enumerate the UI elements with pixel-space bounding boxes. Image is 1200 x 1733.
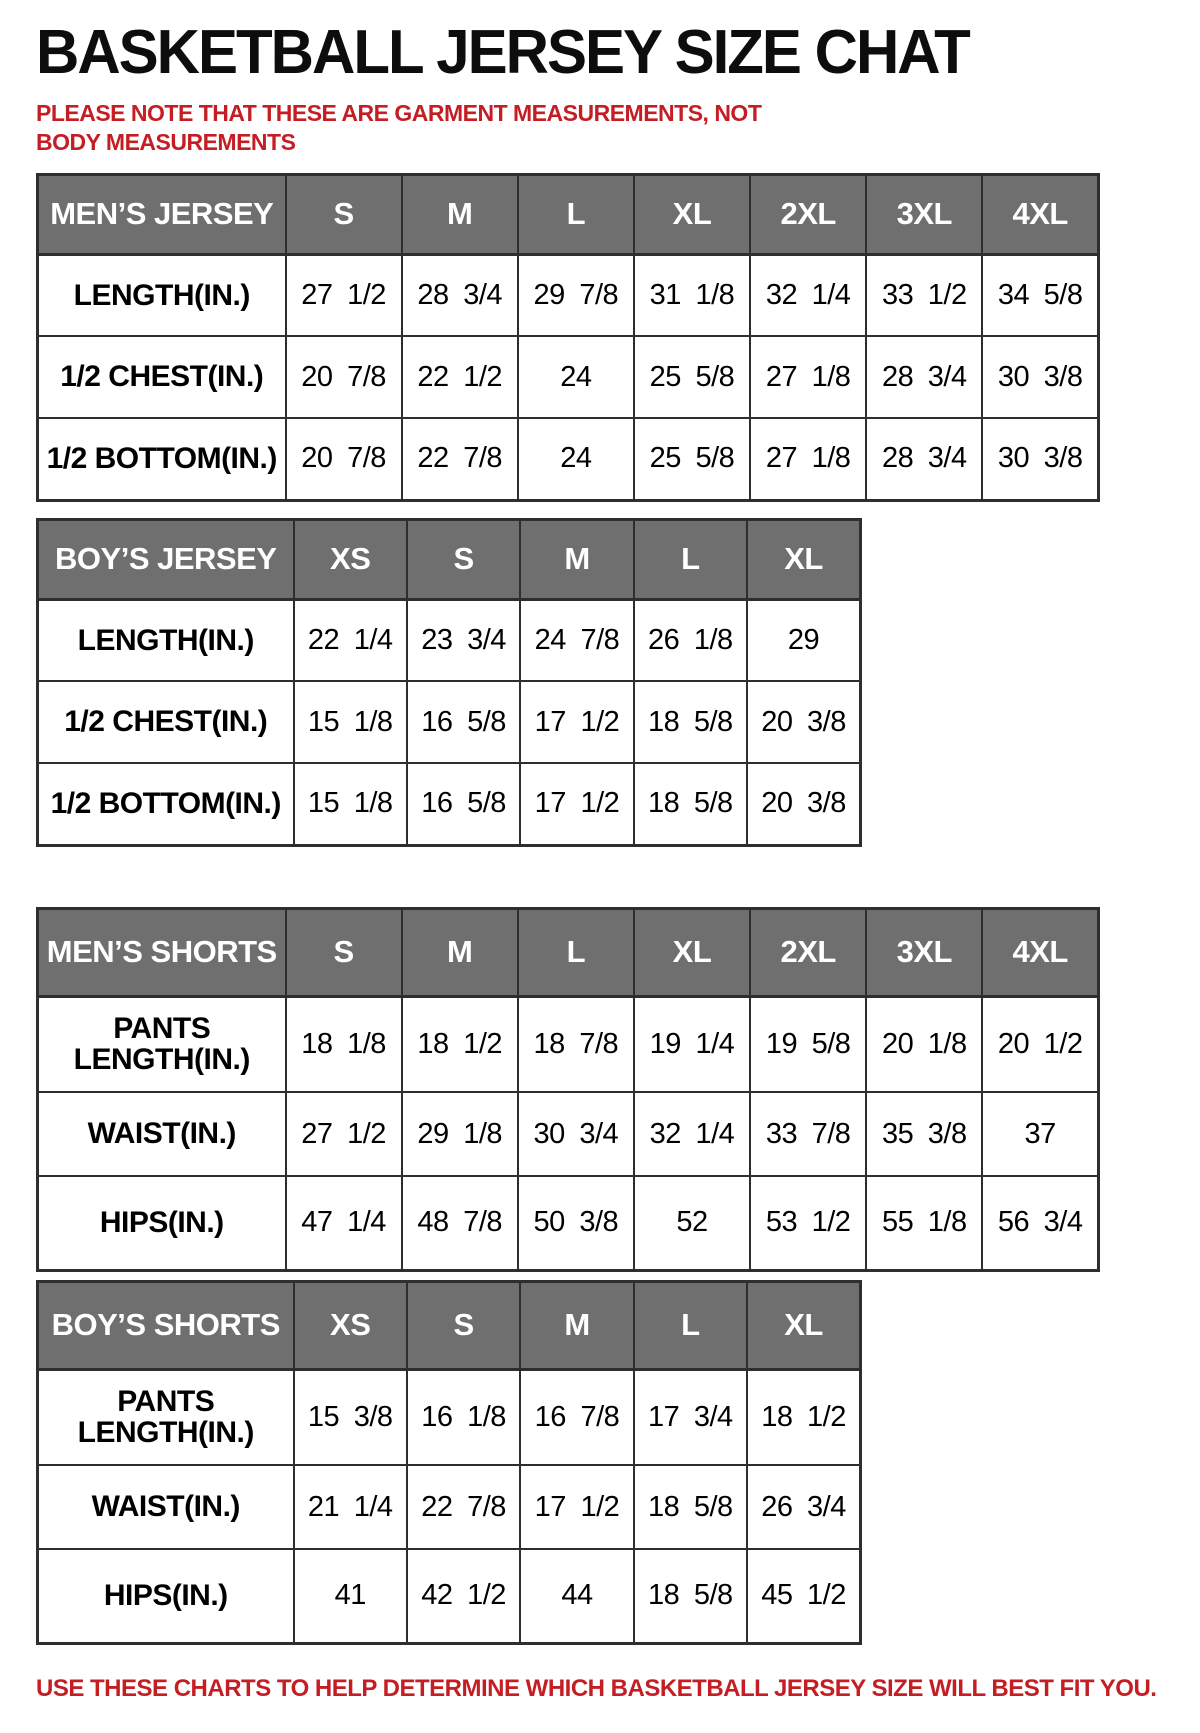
measurement-value-cell: 33 7/8 [750,1092,866,1176]
measurement-value-cell: 15 3/8 [294,1369,407,1465]
size-column-header: XS [294,1281,407,1369]
table-title-cell: MEN’S JERSEY [38,174,286,254]
size-column-header: 3XL [866,174,982,254]
size-column-header: XS [294,519,407,599]
measurement-value-cell: 28 3/4 [402,254,518,336]
measurement-row [38,599,861,681]
size-column-header: L [634,1281,747,1369]
measurement-value-cell: 56 3/4 [982,1176,1098,1270]
measurement-value-cell: 18 5/8 [634,1549,747,1643]
measurement-value-cell: 27 1/8 [750,336,866,418]
measurement-label-cell: LENGTH(IN.) [38,599,294,681]
measurement-value-cell: 17 1/2 [520,1465,633,1549]
measurement-value-cell: 30 3/8 [982,336,1098,418]
measurement-value-cell: 22 7/8 [407,1465,520,1549]
measurement-value-cell: 34 5/8 [982,254,1098,336]
measurement-value-cell: 18 5/8 [634,681,747,763]
size-column-header: XL [634,908,750,996]
measurement-value-cell: 44 [520,1549,633,1643]
measurement-value-cell: 22 1/2 [402,336,518,418]
size-header-row [38,519,861,599]
size-header-row [38,174,1099,254]
measurement-value-cell: 33 1/2 [866,254,982,336]
measurement-value-cell: 20 7/8 [286,336,402,418]
measurement-value-cell: 53 1/2 [750,1176,866,1270]
measurement-value-cell: 32 1/4 [750,254,866,336]
table-title-cell: MEN’S SHORTS [38,908,286,996]
measurement-value-cell: 18 1/2 [402,996,518,1092]
mens-jersey-size-table [36,173,1100,502]
measurement-value-cell: 16 1/8 [407,1369,520,1465]
measurement-value-cell: 27 1/8 [750,418,866,500]
measurement-label-cell: 1/2 CHEST(IN.) [38,336,286,418]
measurement-value-cell: 15 1/8 [294,681,407,763]
size-column-header: XL [634,174,750,254]
measurement-value-cell: 24 7/8 [520,599,633,681]
size-column-header: XL [747,519,860,599]
measurement-row [38,763,861,845]
size-header-row [38,908,1099,996]
size-column-header: 4XL [982,174,1098,254]
measurement-label-cell: 1/2 BOTTOM(IN.) [38,763,294,845]
measurement-value-cell: 17 1/2 [520,681,633,763]
page-title: BASKETBALL JERSEY SIZE CHAT [36,17,969,87]
measurement-label-cell: PANTS LENGTH(IN.) [38,1369,294,1465]
measurement-label-cell: HIPS(IN.) [38,1549,294,1643]
measurement-value-cell: 17 1/2 [520,763,633,845]
measurement-label-cell: PANTS LENGTH(IN.) [38,996,286,1092]
measurement-row [38,254,1099,336]
measurement-label-cell: LENGTH(IN.) [38,254,286,336]
size-column-header: M [402,908,518,996]
measurement-value-cell: 29 1/8 [402,1092,518,1176]
measurement-value-cell: 27 1/2 [286,1092,402,1176]
size-column-header: 2XL [750,908,866,996]
measurement-value-cell: 16 7/8 [520,1369,633,1465]
measurement-value-cell: 30 3/8 [982,418,1098,500]
measurement-value-cell: 50 3/8 [518,1176,634,1270]
measurement-value-cell: 22 1/4 [294,599,407,681]
size-column-header: M [520,1281,633,1369]
size-column-header: S [407,519,520,599]
measurement-value-cell: 48 7/8 [402,1176,518,1270]
measurement-label-cell: WAIST(IN.) [38,1465,294,1549]
measurement-row [38,1092,1099,1176]
measurement-value-cell: 19 1/4 [634,996,750,1092]
fit-advice-note: USE THESE CHARTS TO HELP DETERMINE WHICH BASKETBALL JERSEY SIZE WILL BEST FIT YOU. [36,1674,1157,1702]
measurement-value-cell: 28 3/4 [866,418,982,500]
measurement-value-cell: 37 [982,1092,1098,1176]
size-column-header: 2XL [750,174,866,254]
size-column-header: 3XL [866,908,982,996]
garment-measurement-note: PLEASE NOTE THAT THESE ARE GARMENT MEASUREMENTS, NOT BODY MEASUREMENTS [36,100,762,155]
measurement-value-cell: 23 3/4 [407,599,520,681]
measurement-value-cell: 16 5/8 [407,763,520,845]
measurement-value-cell: 20 3/8 [747,763,860,845]
table-title-cell: BOY’S JERSEY [38,519,294,599]
measurement-value-cell: 55 1/8 [866,1176,982,1270]
measurement-value-cell: 35 3/8 [866,1092,982,1176]
measurement-value-cell: 15 1/8 [294,763,407,845]
measurement-row [38,418,1099,500]
measurement-value-cell: 21 1/4 [294,1465,407,1549]
size-column-header: M [402,174,518,254]
mens-shorts-size-table [36,907,1100,1272]
size-column-header: S [407,1281,520,1369]
measurement-value-cell: 29 [747,599,860,681]
table-title-cell: BOY’S SHORTS [38,1281,294,1369]
measurement-value-cell: 30 3/4 [518,1092,634,1176]
measurement-value-cell: 26 3/4 [747,1465,860,1549]
measurement-row [38,1369,861,1465]
measurement-value-cell: 18 1/2 [747,1369,860,1465]
measurement-row [38,1176,1099,1270]
measurement-row [38,681,861,763]
measurement-value-cell: 29 7/8 [518,254,634,336]
measurement-label-cell: WAIST(IN.) [38,1092,286,1176]
measurement-value-cell: 52 [634,1176,750,1270]
measurement-value-cell: 18 7/8 [518,996,634,1092]
measurement-value-cell: 20 3/8 [747,681,860,763]
measurement-row [38,1465,861,1549]
measurement-value-cell: 18 1/8 [286,996,402,1092]
measurement-value-cell: 42 1/2 [407,1549,520,1643]
size-column-header: 4XL [982,908,1098,996]
measurement-value-cell: 17 3/4 [634,1369,747,1465]
measurement-value-cell: 45 1/2 [747,1549,860,1643]
size-column-header: L [518,908,634,996]
measurement-label-cell: 1/2 CHEST(IN.) [38,681,294,763]
measurement-value-cell: 47 1/4 [286,1176,402,1270]
measurement-value-cell: 20 1/8 [866,996,982,1092]
size-column-header: S [286,174,402,254]
size-column-header: S [286,908,402,996]
measurement-value-cell: 27 1/2 [286,254,402,336]
measurement-value-cell: 20 7/8 [286,418,402,500]
measurement-value-cell: 24 [518,418,634,500]
boys-shorts-size-table [36,1280,862,1645]
measurement-row [38,1549,861,1643]
measurement-value-cell: 41 [294,1549,407,1643]
measurement-value-cell: 22 7/8 [402,418,518,500]
boys-jersey-size-table [36,518,862,847]
measurement-row [38,996,1099,1092]
size-header-row [38,1281,861,1369]
measurement-value-cell: 28 3/4 [866,336,982,418]
size-column-header: L [518,174,634,254]
measurement-value-cell: 32 1/4 [634,1092,750,1176]
measurement-value-cell: 16 5/8 [407,681,520,763]
size-column-header: M [520,519,633,599]
measurement-label-cell: 1/2 BOTTOM(IN.) [38,418,286,500]
size-column-header: XL [747,1281,860,1369]
measurement-value-cell: 18 5/8 [634,1465,747,1549]
measurement-value-cell: 25 5/8 [634,336,750,418]
measurement-value-cell: 20 1/2 [982,996,1098,1092]
measurement-value-cell: 24 [518,336,634,418]
measurement-value-cell: 19 5/8 [750,996,866,1092]
measurement-value-cell: 25 5/8 [634,418,750,500]
measurement-value-cell: 26 1/8 [634,599,747,681]
measurement-label-cell: HIPS(IN.) [38,1176,286,1270]
size-column-header: L [634,519,747,599]
measurement-value-cell: 18 5/8 [634,763,747,845]
measurement-value-cell: 31 1/8 [634,254,750,336]
measurement-row [38,336,1099,418]
